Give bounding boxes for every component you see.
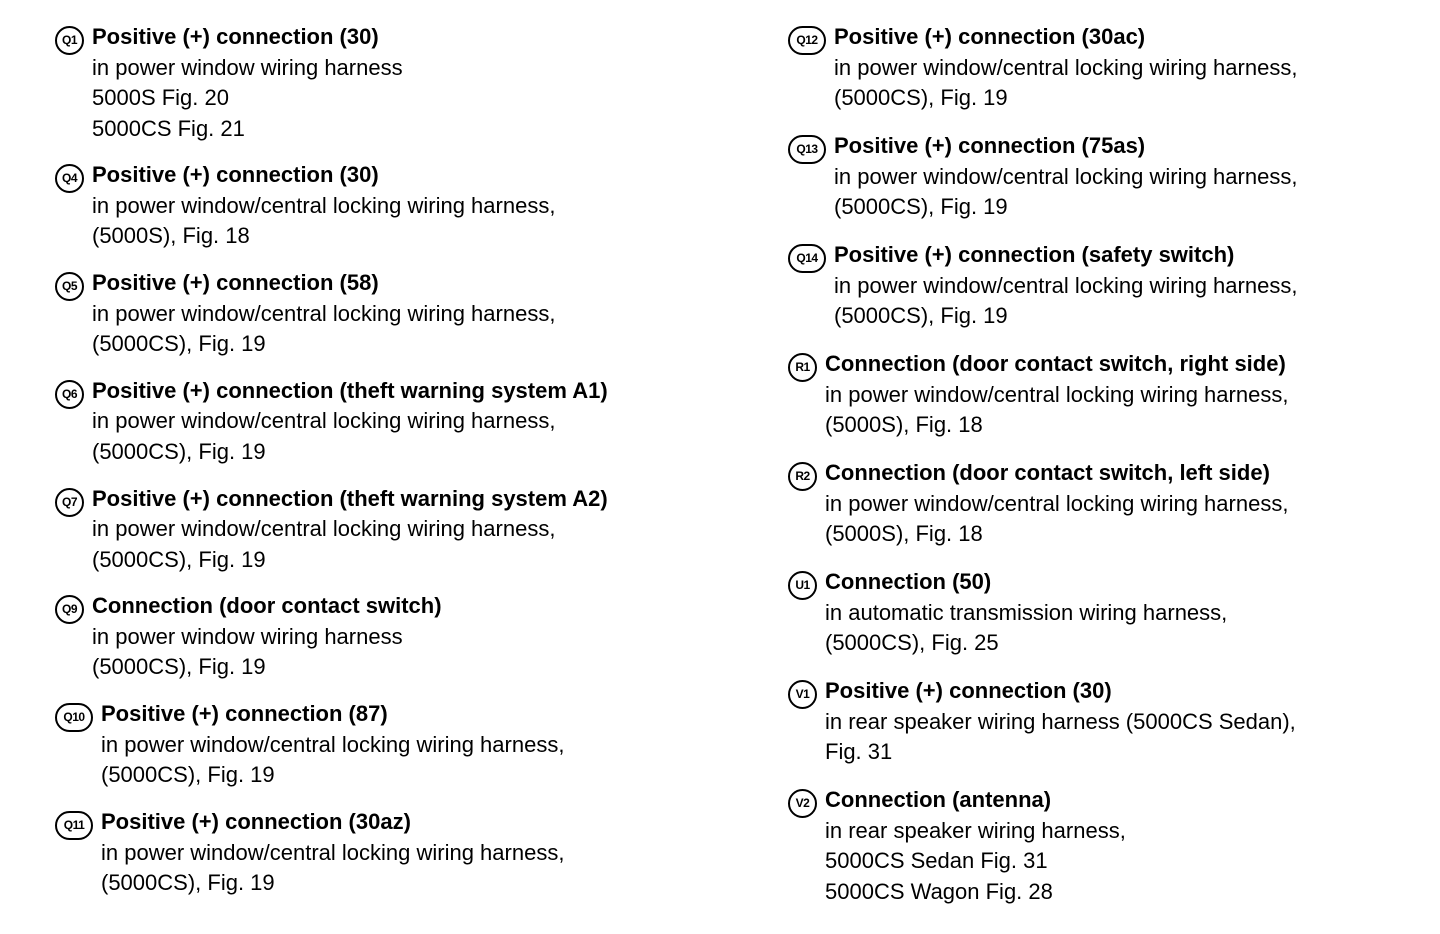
connection-detail-line: in power window/central locking wiring harness,: [834, 54, 1298, 80]
connection-detail-line: in power window wiring harness: [92, 54, 403, 80]
connection-detail-line: in automatic transmission wiring harness,: [825, 599, 1228, 625]
connection-detail-line: (5000CS), Fig. 19: [834, 303, 1008, 328]
connection-detail-line: in power window/central locking wiring harness,: [92, 300, 556, 326]
connection-title: Positive (+) connection (30az): [101, 809, 411, 835]
connection-detail-line: in power window/central locking wiring harness,: [101, 839, 565, 865]
connection-description: [825, 676, 1296, 768]
connection-detail-line: (5000CS), Fig. 25: [825, 630, 999, 655]
connection-title: Connection (door contact switch, left side): [825, 460, 1270, 485]
connection-detail-line: in power window/central locking wiring harness,: [92, 192, 556, 218]
connection-detail-line: in rear speaker wiring harness (5000CS Sedan),: [825, 708, 1296, 734]
connection-description: [834, 131, 1297, 223]
connection-detail-line: (5000CS), Fig. 19: [834, 85, 1008, 110]
connection-detail-line: 5000CS Fig. 21: [92, 115, 245, 141]
connection-title: Positive (+) connection (theft warning system A2): [92, 485, 608, 511]
connection-entry: [55, 807, 735, 899]
connection-description: [101, 699, 564, 791]
connection-detail-line: (5000CS), Fig. 19: [92, 438, 266, 464]
connection-detail-line: (5000CS), Fig. 19: [92, 654, 266, 680]
connection-entry: [788, 458, 1418, 550]
connection-title: Positive (+) connection (87): [101, 701, 388, 727]
connection-title: Positive (+) connection (30): [825, 678, 1112, 703]
connection-detail-line: in power window/central locking wiring harness,: [825, 381, 1289, 407]
connection-detail-line: 5000CS Sedan Fig. 31: [825, 848, 1048, 873]
connection-id-badge: Q11: [55, 811, 93, 840]
connection-title: Positive (+) connection (75as): [834, 133, 1146, 158]
connection-detail-line: in power window/central locking wiring harness,: [834, 272, 1298, 298]
connection-detail-line: (5000S), Fig. 18: [92, 223, 250, 249]
left-column: [55, 22, 735, 915]
connection-id-badge: Q7: [55, 488, 84, 517]
connection-title: Positive (+) connection (theft warning system A1): [92, 377, 608, 403]
connection-entry: [788, 785, 1418, 907]
connection-detail-line: in power window wiring harness: [92, 623, 403, 649]
connection-title: Connection (door contact switch, right side): [825, 351, 1286, 376]
connection-title: Connection (50): [825, 569, 992, 594]
connection-description: [101, 807, 564, 899]
connection-entry: [55, 376, 735, 468]
connection-detail-line: (5000CS), Fig. 19: [101, 870, 275, 896]
connection-id-badge: V2: [788, 789, 817, 818]
connection-detail-line: (5000CS), Fig. 19: [92, 546, 266, 572]
connection-entry: [788, 240, 1418, 332]
connection-title: Positive (+) connection (30): [92, 162, 379, 188]
connection-detail-line: in power window/central locking wiring harness,: [834, 163, 1298, 189]
connection-entry: [788, 131, 1418, 223]
connection-description: [825, 567, 1227, 659]
connection-detail-line: (5000S), Fig. 18: [825, 521, 983, 546]
connection-description: [92, 160, 555, 252]
connection-title: Positive (+) connection (safety switch): [834, 242, 1235, 267]
connection-id-badge: Q5: [55, 272, 84, 301]
connection-entry: [55, 484, 735, 576]
connection-detail-line: in power window/central locking wiring harness,: [92, 516, 556, 542]
connection-detail-line: (5000CS), Fig. 19: [834, 194, 1008, 219]
connection-title: Positive (+) connection (30): [92, 24, 379, 49]
right-column: [788, 22, 1418, 925]
connection-id-badge: Q13: [788, 135, 826, 164]
connection-detail-line: (5000CS), Fig. 19: [92, 331, 266, 357]
connection-id-badge: Q10: [55, 703, 93, 732]
connection-description: [92, 268, 555, 360]
connection-id-badge: Q6: [55, 380, 84, 409]
connection-description: [92, 376, 608, 468]
connection-description: [825, 458, 1288, 550]
connection-id-badge: Q14: [788, 244, 826, 273]
connection-description: [825, 785, 1126, 907]
connection-detail-line: (5000S), Fig. 18: [825, 412, 983, 437]
connection-id-badge: Q9: [55, 595, 84, 624]
connection-entry: [788, 676, 1418, 768]
connection-description: [834, 240, 1297, 332]
connection-entry: [55, 591, 735, 683]
connection-detail-line: in power window/central locking wiring harness,: [825, 490, 1289, 516]
connection-id-badge: Q1: [55, 26, 84, 55]
connection-detail-line: Fig. 31: [825, 739, 893, 764]
connection-entry: [55, 268, 735, 360]
connection-title: Connection (door contact switch): [92, 593, 442, 619]
connection-id-badge: R1: [788, 353, 817, 382]
connection-detail-line: 5000S Fig. 20: [92, 85, 229, 110]
connection-entry: [55, 22, 735, 144]
connection-title: Positive (+) connection (30ac): [834, 24, 1146, 49]
connection-id-badge: Q4: [55, 164, 84, 193]
connection-id-badge: Q12: [788, 26, 826, 55]
connection-description: [825, 349, 1288, 441]
connection-description: [834, 22, 1297, 114]
connection-description: [92, 22, 403, 144]
connection-entry: [55, 160, 735, 252]
connection-detail-line: 5000CS Wagon Fig. 28: [825, 878, 1053, 904]
connection-detail-line: in power window/central locking wiring harness,: [101, 731, 565, 757]
connection-entry: [788, 349, 1418, 441]
connection-description: [92, 591, 442, 683]
connection-detail-line: in rear speaker wiring harness,: [825, 817, 1126, 843]
connection-id-badge: V1: [788, 680, 817, 709]
connection-description: [92, 484, 608, 576]
connection-detail-line: (5000CS), Fig. 19: [101, 762, 275, 788]
connection-detail-line: in power window/central locking wiring harness,: [92, 408, 556, 434]
connection-entry: [788, 22, 1418, 114]
connection-id-badge: R2: [788, 462, 817, 491]
connection-title: Connection (antenna): [825, 787, 1052, 812]
connection-title: Positive (+) connection (58): [92, 270, 379, 296]
connection-entry: [55, 699, 735, 791]
connection-entry: [788, 567, 1418, 659]
connection-id-badge: U1: [788, 571, 817, 600]
